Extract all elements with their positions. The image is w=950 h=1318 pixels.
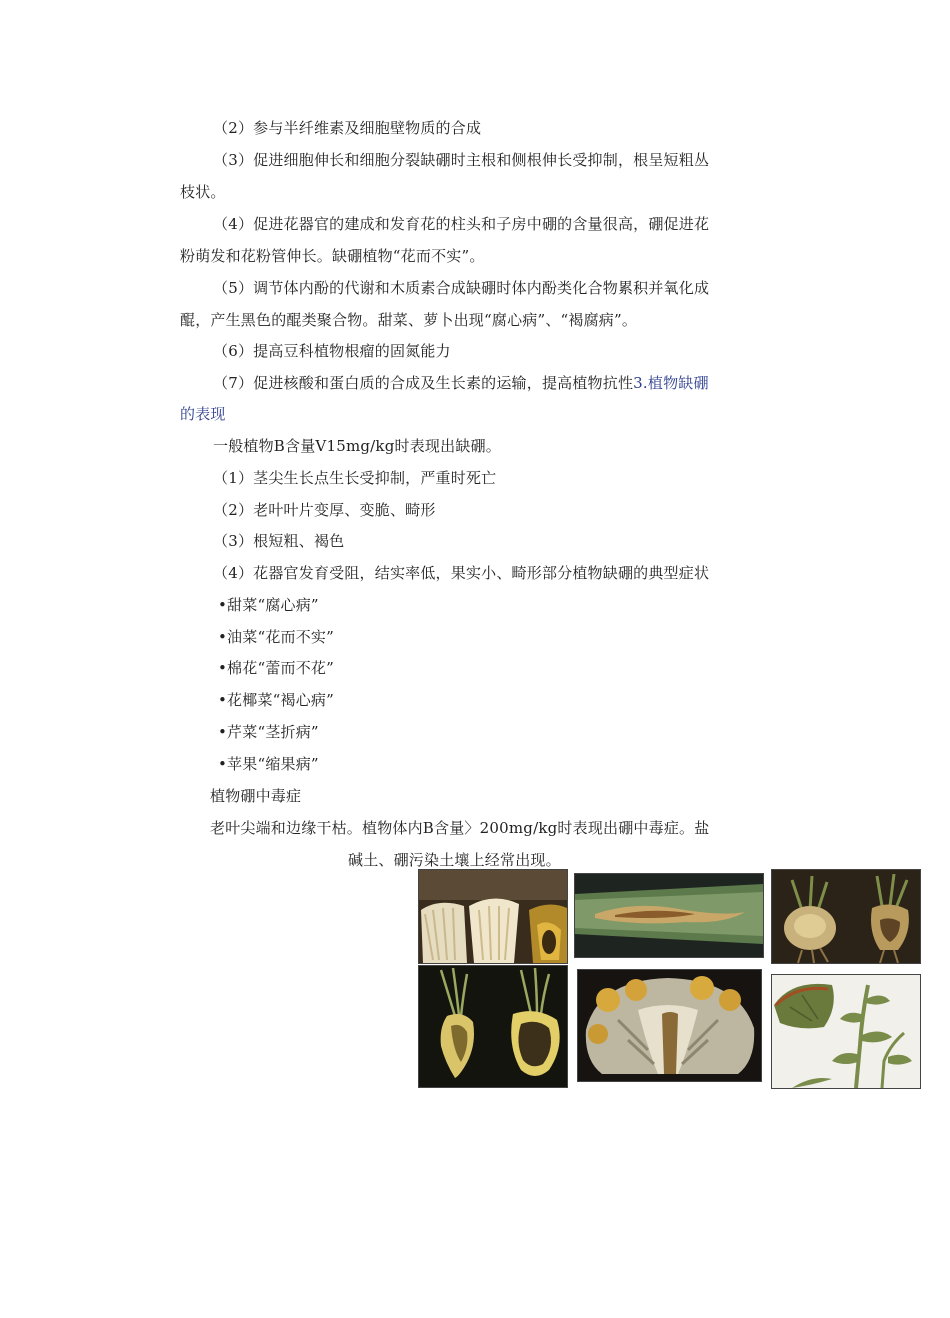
cauliflower-section-photo [577, 969, 762, 1082]
text-line-12: （1）茎尖生长点生长受抑制，严重时死亡 [213, 469, 497, 487]
rape-plant-photo [771, 974, 921, 1089]
beet-root-photo [771, 869, 921, 964]
bullet-item-2: •油菜“花而不实” [218, 628, 334, 646]
text-line-5: 粉萌发和花粉管伸长。缺硼植物“花而不实”。 [180, 247, 485, 265]
text-line-3: 枝状。 [180, 183, 226, 201]
bullet-item-6: •苹果“缩果病” [218, 755, 319, 773]
text-line-9 [213, 373, 709, 393]
text-line-11: 一般植物B含量V15mg/kg时表现出缺硼。 [213, 437, 501, 455]
text-line-17: 老叶尖端和边缘干枯。植物体内B含量〉200mg/kg时表现出硼中毒症。盐 [210, 819, 710, 837]
text-line-9-main: （7）促进核酸和蛋白质的合成及生长素的运输，提高植物抗性 [213, 374, 634, 392]
text-line-7: 醌，产生黑色的醌类聚合物。甜菜、萝卜出现“腐心病”、“褐腐病”。 [180, 311, 638, 329]
text-line-18: 碱土、硼污染土壤上经常出现。 [348, 851, 561, 869]
text-line-6: （5）调节体内酚的代谢和木质素合成缺硼时体内酚类化合物累积并氧化成 [213, 279, 710, 297]
beet-heart-rot-photo [418, 869, 568, 964]
turnip-section-photo [418, 965, 568, 1088]
section-heading-3-cont: 的表现 [180, 405, 226, 423]
bullet-item-1: •甜菜“腐心病” [218, 596, 319, 614]
subheading-boron-toxicity: 植物硼中毒症 [210, 787, 302, 805]
celery-stem-crack-photo [574, 873, 764, 958]
text-line-15: （4）花器官发育受阻，结实率低，果实小、畸形部分植物缺硼的典型症状 [213, 564, 710, 582]
text-line-2: （3）促进细胞伸长和细胞分裂缺硼时主根和侧根伸长受抑制，根呈短粗丛 [213, 151, 710, 169]
text-line-13: （2）老叶叶片变厚、变脆、畸形 [213, 501, 436, 519]
text-line-14: （3）根短粗、褐色 [213, 532, 345, 550]
bullet-item-5: •芹菜“茎折病” [218, 723, 319, 741]
bullet-item-3: •棉花“蕾而不花” [218, 659, 334, 677]
section-heading-3: 3.植物缺硼 [633, 374, 709, 392]
text-line-8: （6）提高豆科植物根瘤的固氮能力 [213, 342, 451, 360]
bullet-item-4: •花椰菜“褐心病” [218, 691, 334, 709]
text-line-4: （4）促进花器官的建成和发育花的柱头和子房中硼的含量很高，硼促进花 [213, 215, 710, 233]
text-line-1: （2）参与半纤维素及细胞壁物质的合成 [213, 119, 482, 137]
